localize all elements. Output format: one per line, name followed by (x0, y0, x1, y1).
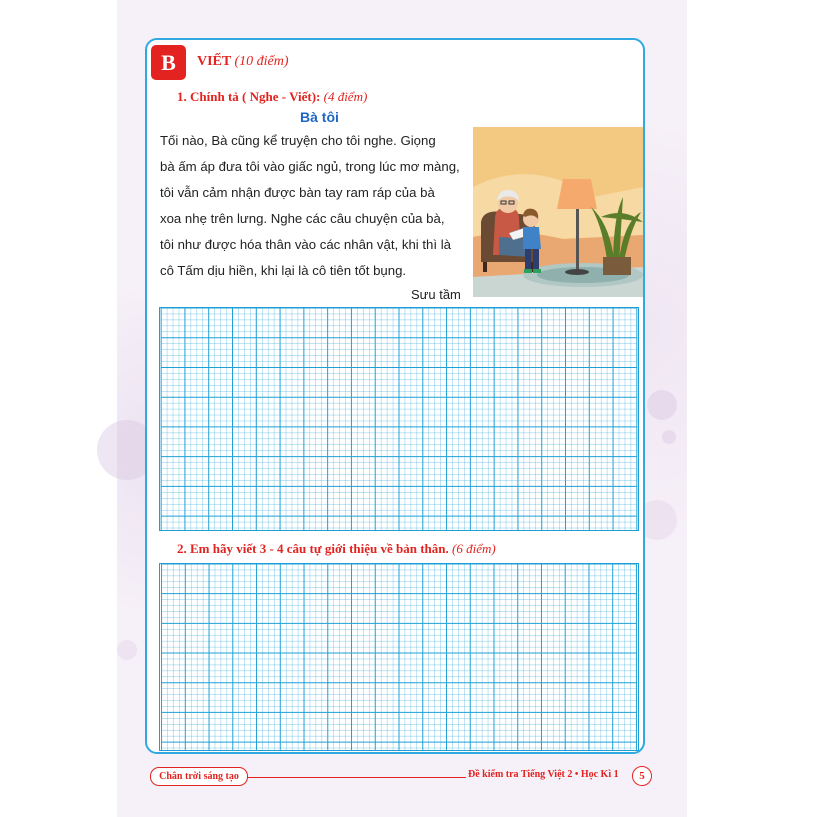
passage-title: Bà tôi (300, 109, 339, 125)
footer-divider (246, 777, 466, 778)
page-number: 5 (632, 766, 652, 786)
passage-line: tôi như được hóa thân vào các nhân vật, khi thì là (160, 237, 451, 252)
passage-line: bà ấm áp đưa tôi vào giấc ngủ, trong lúc mơ màng, (160, 159, 460, 174)
question-2-heading: 2. Em hãy viết 3 - 4 câu tự giới thiệu về bản thân. (6 điểm) (177, 541, 496, 556)
passage-line: Tối nào, Bà cũng kể truyện cho tôi nghe. Giọng (160, 133, 436, 148)
passage-text (160, 128, 465, 284)
section-badge: B (151, 45, 186, 80)
passage-line: tôi vẫn cảm nhận được bàn tay ram ráp của bà (160, 185, 435, 200)
grandmother-reading-illustration (473, 127, 643, 297)
passage-line: cô Tấm dịu hiền, khi lại là cô tiên tốt bụng. (160, 263, 407, 278)
writing-grid-1[interactable] (159, 307, 639, 531)
section-title: VIẾT (10 điểm) (197, 54, 289, 69)
book-title: Đề kiểm tra Tiếng Việt 2 • Học Kì 1 (468, 769, 619, 780)
question-1-heading: 1. Chính tả ( Nghe - Viết): (4 điểm) (177, 89, 368, 104)
passage-line: xoa nhẹ trên lưng. Nghe các câu chuyện của bà, (160, 211, 445, 226)
publisher-label: Chân trời sáng tạo (150, 767, 248, 786)
passage-source: Sưu tầm (411, 287, 461, 302)
writing-grid-2[interactable] (159, 563, 639, 751)
